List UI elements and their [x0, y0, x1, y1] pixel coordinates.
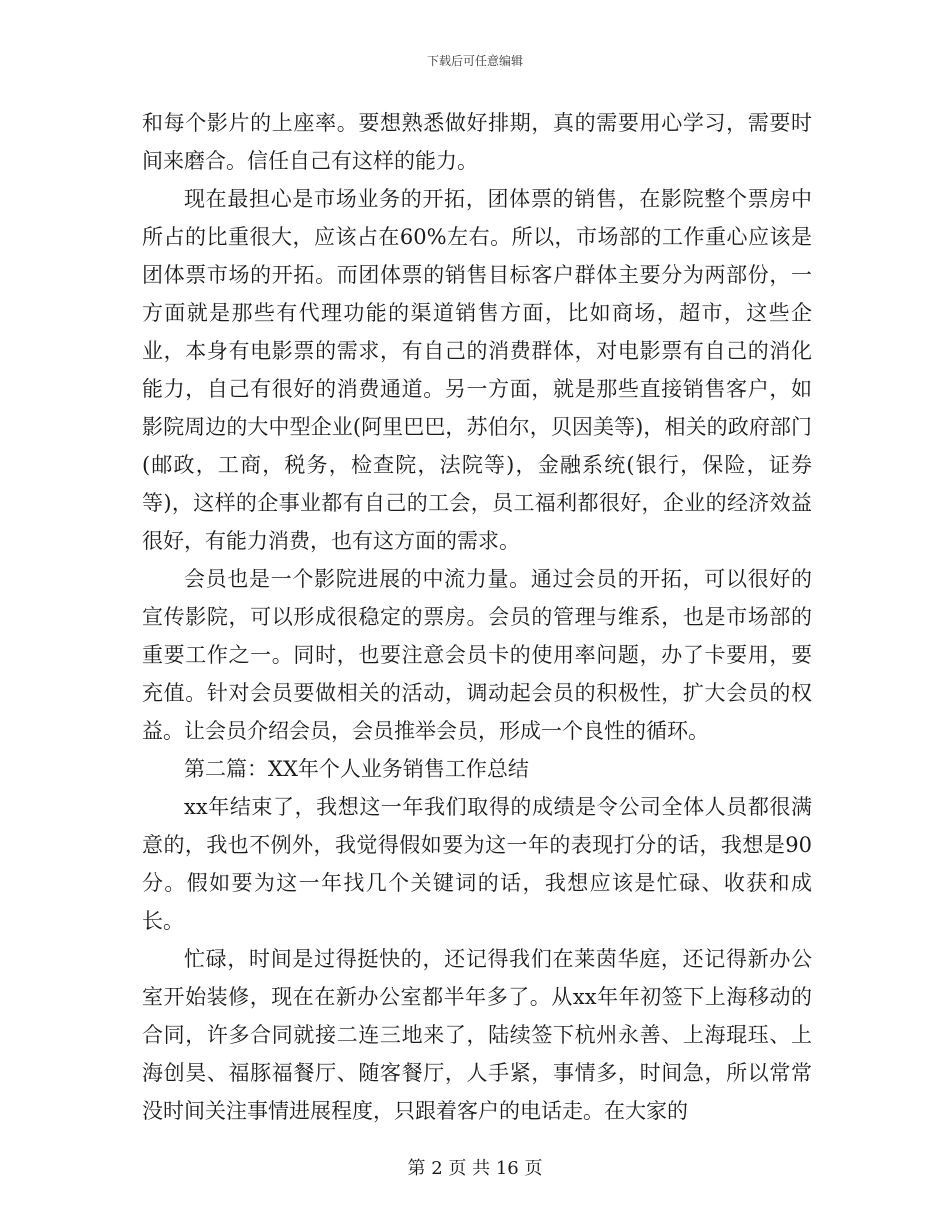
- document-body: [142, 104, 812, 1130]
- section-heading: 第二篇：XX年个人业务销售工作总结: [184, 757, 529, 781]
- paragraph-4: xx年结束了，我想这一年我们取得的成绩是令公司全体人员都很满意的，我也不例外，我觉得假如要为这一年的表现打分的话，我想是90分。假如要为这一年找几个关键词的话，我想应该是忙碌、收获和成长。: [142, 795, 812, 933]
- page-header: 下载后可任意编辑: [426, 54, 523, 68]
- paragraph-3: 会员也是一个影院进展的中流力量。通过会员的开拓，可以很好的宣传影院，可以形成很稳定的票房。会员的管理与维系，也是市场部的重要工作之一。同时，也要注意会员卡的使用率问题，办了卡要用，要充值。针对会员要做相关的活动，调动起会员的积极性，扩大会员的权益。让会员介绍会员，会员推举会员，形成一个良性的循环。: [142, 567, 812, 743]
- paragraph-1: 和每个影片的上座率。要想熟悉做好排期，真的需要用心学习，需要时间来磨合。信任自己有这样的能力。: [142, 111, 812, 173]
- paragraph-2: 现在最担心是市场业务的开拓，团体票的销售，在影院整个票房中所占的比重很大，应该占在60%左右。所以，市场部的工作重心应该是团体票市场的开拓。而团体票的销售目标客户群体主要分为两部份，一方面就是那些有代理功能的渠道销售方面，比如商场，超市，这些企业，本身有电影票的需求，有自己的消费群体，对电影票有自己的消化能力，自己有很好的消费通道。另一方面，就是那些直接销售客户，如影院周边的大中型企业(阿里巴巴，苏伯尔，贝因美等)，相关的政府部门(邮政，工商，税务，检查院，法院等)，金融系统(银行，保险，证券等)，这样的企事业都有自己的工会，员工福利都很好，企业的经济效益很好，有能力消费，也有这方面的需求。: [142, 187, 812, 553]
- page-number-footer: 第 2 页 共 16 页: [407, 1158, 543, 1179]
- paragraph-5: 忙碌，时间是过得挺快的，还记得我们在莱茵华庭，还记得新办公室开始装修，现在在新办公室都半年多了。从xx年年初签下上海移动的合同，许多合同就接二连三地来了，陆续签下杭州永善、上海琨珏、上海创昊、福豚福餐厅、随客餐厅，人手紧，事情多，时间急，所以常常没时间关注事情进展程度，只跟着客户的电话走。在大家的: [142, 947, 812, 1123]
